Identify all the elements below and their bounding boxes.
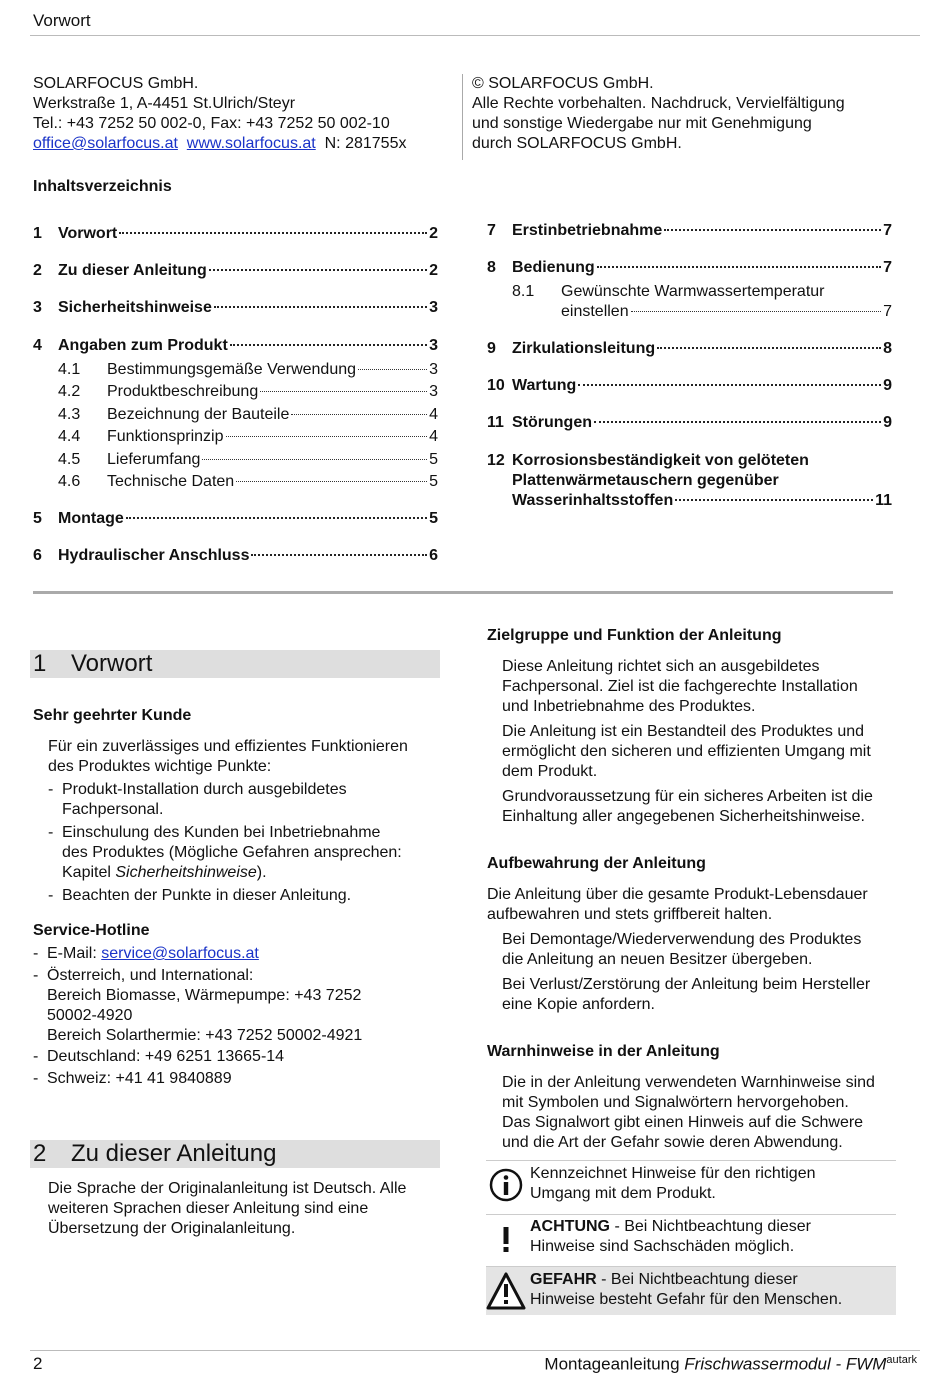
danger-text: Hinweise besteht Gefahr für den Menschen. [530,1291,843,1308]
toc-entry[interactable]: 7 Erstinbetriebnahme 7 [487,222,892,239]
danger-signal-word: GEFAHR [530,1271,597,1288]
hotline-switzerland: - Schweiz: +41 41 9840889 [33,1070,232,1087]
toc-entry-text[interactable]: Plattenwärmetauschern gegenüber [512,472,779,489]
toc-entry[interactable]: 11 Störungen 9 [487,414,892,431]
hotline-email: - E-Mail: service@solarfocus.at [33,945,259,962]
storage-paragraph: Bei Demontage/Wiederverwendung des Produktes die Anleitung an neuen Besitzer übergeben. [502,931,862,968]
warning-legend [486,1160,896,1314]
company-block [33,74,406,154]
info-text: Kennzeichnet Hinweise für den richtigen [530,1165,816,1182]
component-paragraph: Die Anleitung ist ein Bestandteil des Produktes und ermöglicht den sicheren und effizienten Umgang mit dem Produkt. [502,723,871,780]
info-text: Umgang mit dem Produkt. [530,1185,716,1202]
company-email-link[interactable]: office@solarfocus.at [33,135,178,152]
header-vertical-divider [462,74,463,160]
language-paragraph: Die Sprache der Originalanleitung ist Deutsch. Alle weiteren Sprachen dieser Anleitung sind eine Übersetzung der Originalanleitung. [48,1180,407,1237]
list-item: - Einschulung des Kunden bei Inbetriebnahme des Produktes (Mögliche Gefahren ansprechen: Kapitel Sicherheitshinweise). [48,824,402,881]
hotline-heading: Service-Hotline [33,922,150,939]
toc-entry[interactable]: Wasserinhaltsstoffen 11 [512,492,892,509]
toc-entry[interactable]: 9 Zirkulationsleitung 8 [487,340,892,357]
danger-row: GEFAHR - Bei Nichtbeachtung dieser Hinweise besteht Gefahr für den Menschen. [486,1266,896,1315]
copyright-line: durch SOLARFOCUS GmbH. [472,135,682,152]
toc-subentry-number: 8.1 [512,283,535,300]
toc-entry[interactable]: 5 Montage 5 [33,510,438,527]
warnings-paragraph: Die in der Anleitung verwendeten Warnhinweise sind mit Symbolen und Signalwörtern hervorgehoben. Das Signalwort gibt einen Hinweis auf die Schwere und die Art der Gefahr sowie deren Abwendung. [502,1074,875,1151]
intro-paragraph: Für ein zuverlässiges und effizientes Funktionieren des Produktes wichtige Punkte: [48,738,408,775]
section-separator [33,591,893,594]
service-email-link[interactable]: service@solarfocus.at [101,945,259,962]
list-item: - Produkt-Installation durch ausgebildetes Fachpersonal. [48,781,347,818]
caution-text: Hinweise sind Sachschäden möglich. [530,1238,795,1255]
toc-title: Inhaltsverzeichnis [33,178,172,195]
page-number: 2 [33,1354,43,1373]
info-row [486,1160,896,1209]
toc-subentry[interactable]: 4.6 Technische Daten 5 [58,473,438,490]
toc-entry[interactable]: 10 Wartung 9 [487,377,892,394]
toc-subentry-text[interactable]: Gewünschte Warmwassertemperatur [561,283,825,300]
section-heading-zu-dieser-anleitung: 2 Zu dieser Anleitung [30,1140,440,1168]
toc-entry[interactable]: 6 Hydraulischer Anschluss 6 [33,547,438,564]
list-item: - Beachten der Punkte in dieser Anleitung. [48,887,352,904]
company-web-link[interactable]: www.solarfocus.at [186,135,316,152]
storage-paragraph: Die Anleitung über die gesamte Produkt-Lebensdauer aufbewahren und stets griffbereit halten. [487,886,868,923]
copyright-line: und sonstige Wiedergabe nur mit Genehmigung [472,115,812,132]
copyright-line: © SOLARFOCUS GmbH. [472,75,654,92]
header-divider [30,35,920,36]
toc-subentry[interactable]: 4.4 Funktionsprinzip 4 [58,428,438,445]
toc-subentry[interactable]: 4.2 Produktbeschreibung 3 [58,383,438,400]
warning-triangle-icon [486,1271,526,1311]
target-group-paragraph: Diese Anleitung richtet sich an ausgebildetes Fachpersonal. Ziel ist die fachgerechte Installation und Inbetriebnahme des Produktes. [502,658,858,715]
caution-row: ACHTUNG - Bei Nichtbeachtung dieser Hinweise sind Sachschäden möglich. [486,1214,896,1263]
toc-subentry[interactable]: 4.5 Lieferumfang 5 [58,451,438,468]
toc-subentry[interactable]: 4.3 Bezeichnung der Bauteile 4 [58,406,438,423]
exclamation-icon [488,1221,524,1257]
toc-entry-text[interactable]: Korrosionsbeständigkeit von gelöteten [512,452,809,469]
toc-entry[interactable]: 8 Bedienung 7 [487,259,892,276]
chapter-reference: Sicherheitshinweise [115,864,257,881]
running-header: Vorwort [33,11,91,30]
target-group-heading: Zielgruppe und Funktion der Anleitung [487,627,782,644]
document-title: Montageanleitung Frischwassermodul - $FWM^{autark}$ [544,1354,917,1374]
toc-entry[interactable]: 4 Angaben zum Produkt 3 [33,337,438,354]
footer-divider [30,1350,920,1351]
company-name: SOLARFOCUS GmbH. [33,75,199,92]
storage-heading: Aufbewahrung der Anleitung [487,855,706,872]
toc-subentry[interactable]: einstellen 7 [561,303,892,320]
prerequisite-paragraph: Grundvoraussetzung für ein sicheres Arbeiten ist die Einhaltung aller angegebenen Sicherheitshinweise. [502,788,873,825]
document-number: N: 281755x [324,135,407,152]
info-icon [488,1167,524,1203]
toc-entry-number: 12 [487,452,505,469]
caution-signal-word: ACHTUNG [530,1218,610,1235]
copyright-block [472,74,912,154]
storage-paragraph: Bei Verlust/Zerstörung der Anleitung beim Hersteller eine Kopie anfordern. [502,976,871,1013]
hotline-austria: - Österreich, und International: Bereich Biomasse, Wärmepumpe: +43 7252 50002-4920 Bereich Solarthermie: +43 7252 50002-4921 [33,967,363,1044]
warnings-heading: Warnhinweise in der Anleitung [487,1043,720,1060]
company-address: Werkstraße 1, A-4451 St.Ulrich/Steyr [33,95,296,112]
toc-entry[interactable]: 2 Zu dieser Anleitung 2 [33,262,438,279]
copyright-line: Alle Rechte vorbehalten. Nachdruck, Vervielfältigung [472,95,845,112]
hotline-germany: - Deutschland: +49 6251 13665-14 [33,1048,285,1065]
toc-entry[interactable]: 1 Vorwort 2 [33,225,438,242]
company-phone: Tel.: +43 7252 50 002-0, Fax: +43 7252 50 002-10 [33,115,390,132]
section-heading-vorwort: 1 Vorwort [30,650,440,678]
toc-subentry[interactable]: 4.1 Bestimmungsgemäße Verwendung 3 [58,361,438,378]
toc-entry[interactable]: 3 Sicherheitshinweise 3 [33,299,438,316]
greeting-heading: Sehr geehrter Kunde [33,707,192,724]
